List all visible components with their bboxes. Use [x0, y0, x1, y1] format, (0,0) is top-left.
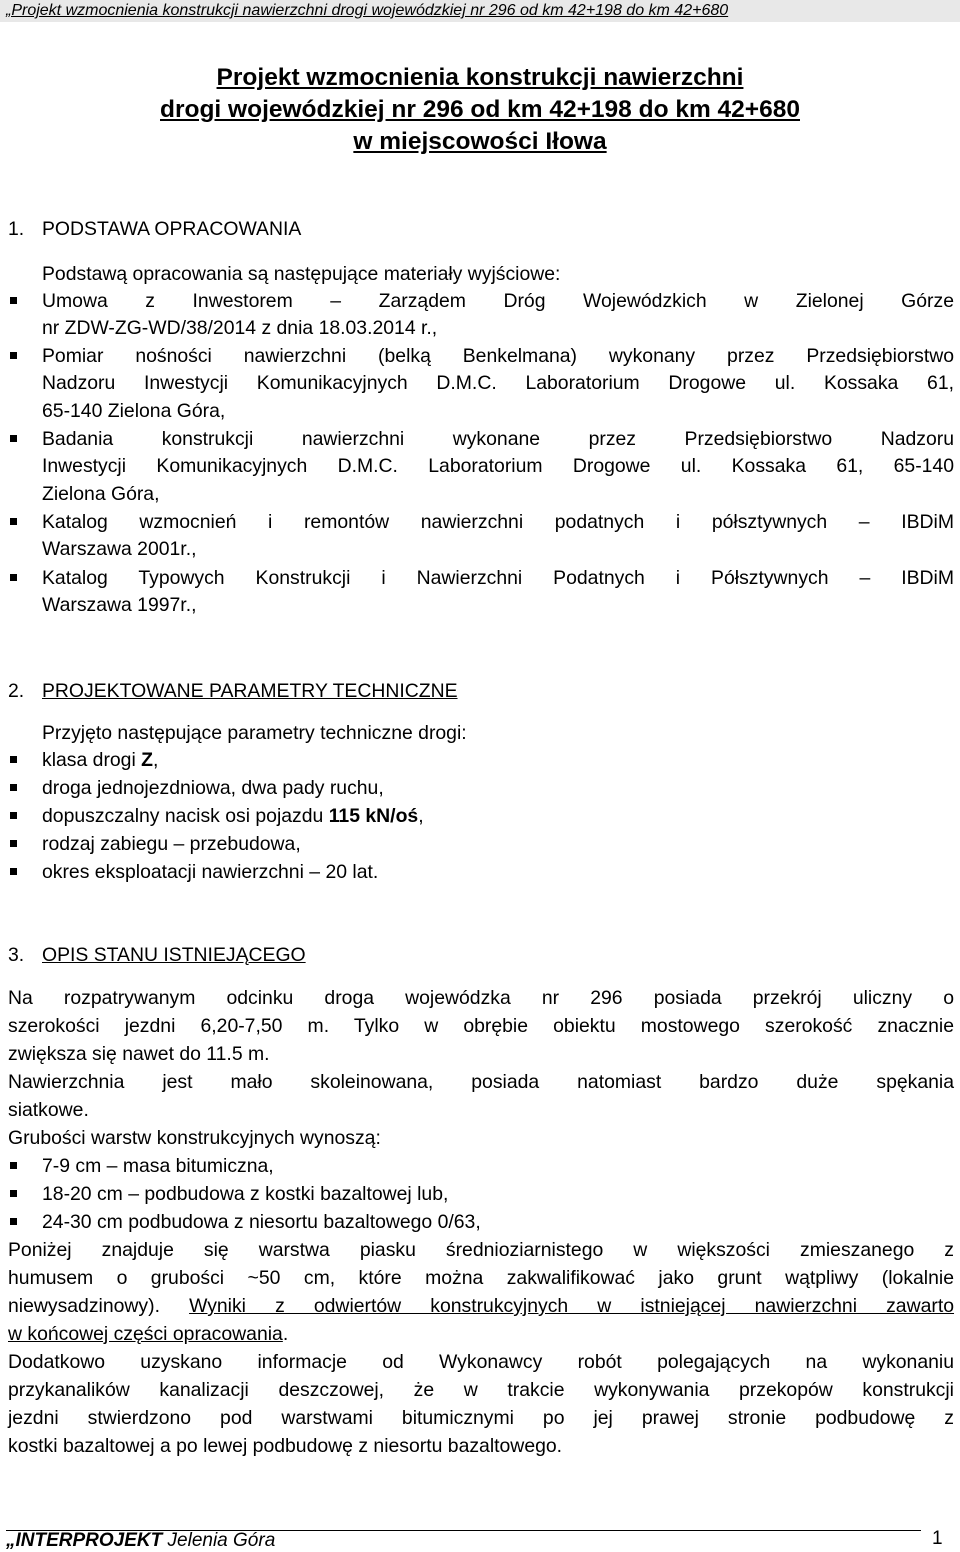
source-item-3-line-3: Zielona Góra,: [42, 483, 160, 505]
bullet-icon: [10, 756, 17, 763]
section-2-heading: PROJEKTOWANE PARAMETRY TECHNICZNE: [42, 680, 458, 702]
bullet-icon: [10, 574, 17, 581]
source-item-3-line-2: Inwestycji Komunikacyjnych D.M.C. Laboratorium Drogowe ul. Kossaka 61, 65-140: [42, 455, 954, 477]
section-1-heading: PODSTAWA OPRACOWANIA: [42, 218, 302, 240]
running-header-title: „Projekt wzmocnienia konstrukcji nawierzchni drogi wojewódzkiej nr 296 od km 42+198 do km 42+680: [6, 2, 729, 19]
bullet-icon: [10, 1218, 17, 1225]
bullet-icon: [10, 840, 17, 847]
bullet-icon: [10, 812, 17, 819]
bullet-icon: [10, 868, 17, 875]
page-number: 1: [932, 1528, 943, 1549]
paragraph-4-line-1: Poniżej znajduje się warstwa piasku średnioziarnistego w większości zmieszanego z: [8, 1239, 954, 1261]
results-reference-link: Wyniki z odwiertów konstrukcyjnych w istniejącej nawierzchni zawarto: [189, 1295, 955, 1317]
document-title-line-1: Projekt wzmocnienia konstrukcji nawierzchni: [216, 64, 744, 91]
paragraph-2-line-2: siatkowe.: [8, 1099, 89, 1121]
source-item-2-line-2: Nadzoru Inwestycji Komunikacyjnych D.M.C. Laboratorium Drogowe ul. Kossaka 61,: [42, 372, 954, 394]
source-item-4-line-2: Warszawa 2001r.,: [42, 538, 197, 560]
source-item-5-line-1: Katalog Typowych Konstrukcji i Nawierzchni Podatnych i Półsztywnych – IBDiM: [42, 567, 954, 589]
source-item-2-line-1: Pomiar nośności nawierzchni (belką Benkelmana) wykonany przez Przedsiębiorstwo: [42, 345, 954, 367]
paragraph-1-line-1: Na rozpatrywanym odcinku droga wojewódzka nr 296 posiada przekrój uliczny o: [8, 987, 954, 1009]
paragraph-5-line-4: kostki bazaltowej a po lewej podbudowę z niesortu bazaltowego.: [8, 1435, 563, 1457]
paragraph-2-line-1: Nawierzchnia jest mało skoleinowana, posiada natomiast bardzo duże spękania: [8, 1071, 954, 1093]
bullet-icon: [10, 1162, 17, 1169]
paragraph-4-line-2: humusem o grubości ~50 cm, które można zakwalifikować jako grunt wątpliwy (lokalnie: [8, 1267, 954, 1289]
source-item-5-line-2: Warszawa 1997r.,: [42, 594, 197, 616]
layer-item-1: 7-9 cm – masa bitumiczna,: [42, 1155, 274, 1177]
document-title-line-3: w miejscowości Iłowa: [353, 128, 607, 155]
parameter-item-2: droga jednojezdniowa, dwa pady ruchu,: [42, 777, 384, 799]
source-item-4-line-1: Katalog wzmocnień i remontów nawierzchni podatnych i półsztywnych – IBDiM: [42, 511, 954, 533]
section-2-number: 2.: [8, 680, 25, 702]
document-title-line-2: drogi wojewódzkiej nr 296 od km 42+198 do km 42+680: [160, 96, 800, 123]
section-3-heading: OPIS STANU ISTNIEJĄCEGO: [42, 944, 306, 966]
source-item-3-line-1: Badania konstrukcji nawierzchni wykonane przez Przedsiębiorstwo Nadzoru: [42, 428, 954, 450]
paragraph-3: Grubości warstw konstrukcyjnych wynoszą:: [8, 1127, 381, 1149]
paragraph-5-line-2: przykanalików kanalizacji deszczowej, że w trakcie wykonywania przekopów konstrukcji: [8, 1379, 954, 1401]
layer-item-2: 18-20 cm – podbudowa z kostki bazaltowej lub,: [42, 1183, 449, 1205]
parameter-item-4: rodzaj zabiegu – przebudowa,: [42, 833, 301, 855]
source-item-2-line-3: 65-140 Zielona Góra,: [42, 400, 226, 422]
bullet-icon: [10, 352, 17, 359]
source-item-1-line-1: Umowa z Inwestorem – Zarządem Dróg Wojewódzkich w Zielonej Górze: [42, 290, 954, 312]
bullet-icon: [10, 518, 17, 525]
footer-company: „INTERPROJEKT Jelenia Góra: [6, 1530, 276, 1551]
section-2-intro: Przyjęto następujące parametry techniczne drogi:: [42, 722, 467, 744]
source-item-1-line-2: nr ZDW-ZG-WD/38/2014 z dnia 18.03.2014 r.,: [42, 317, 438, 339]
parameter-item-5: okres eksploatacji nawierzchni – 20 lat.: [42, 861, 379, 883]
bullet-icon: [10, 784, 17, 791]
paragraph-1-line-3: zwiększa się nawet do 11.5 m.: [8, 1043, 270, 1065]
bullet-icon: [10, 1190, 17, 1197]
section-1-intro: Podstawą opracowania są następujące materiały wyjściowe:: [42, 263, 561, 285]
paragraph-4-line-3: niewysadzinowy). Wyniki z odwiertów konstrukcyjnych w istniejącej nawierzchni zawarto: [8, 1295, 955, 1317]
parameter-item-1: klasa drogi Z,: [42, 749, 159, 771]
parameter-item-3: dopuszczalny nacisk osi pojazdu 115 kN/oś,: [42, 805, 424, 827]
paragraph-5-line-1: Dodatkowo uzyskano informacje od Wykonawcy robót polegających na wykonaniu: [8, 1351, 954, 1373]
section-1-number: 1.: [8, 218, 25, 240]
paragraph-5-line-3: jezdni stwierdzono pod warstwami bitumicznymi po jej prawej stronie podbudowę z: [8, 1407, 954, 1429]
bullet-icon: [10, 435, 17, 442]
layer-item-3: 24-30 cm podbudowa z niesortu bazaltowego 0/63,: [42, 1211, 481, 1233]
bullet-icon: [10, 297, 17, 304]
paragraph-4-line-4: w końcowej części opracowania.: [8, 1323, 289, 1345]
section-3-number: 3.: [8, 944, 25, 966]
paragraph-1-line-2: szerokości jezdni 6,20-7,50 m. Tylko w obrębie obiektu mostowego szerokość znacznie: [8, 1015, 954, 1037]
